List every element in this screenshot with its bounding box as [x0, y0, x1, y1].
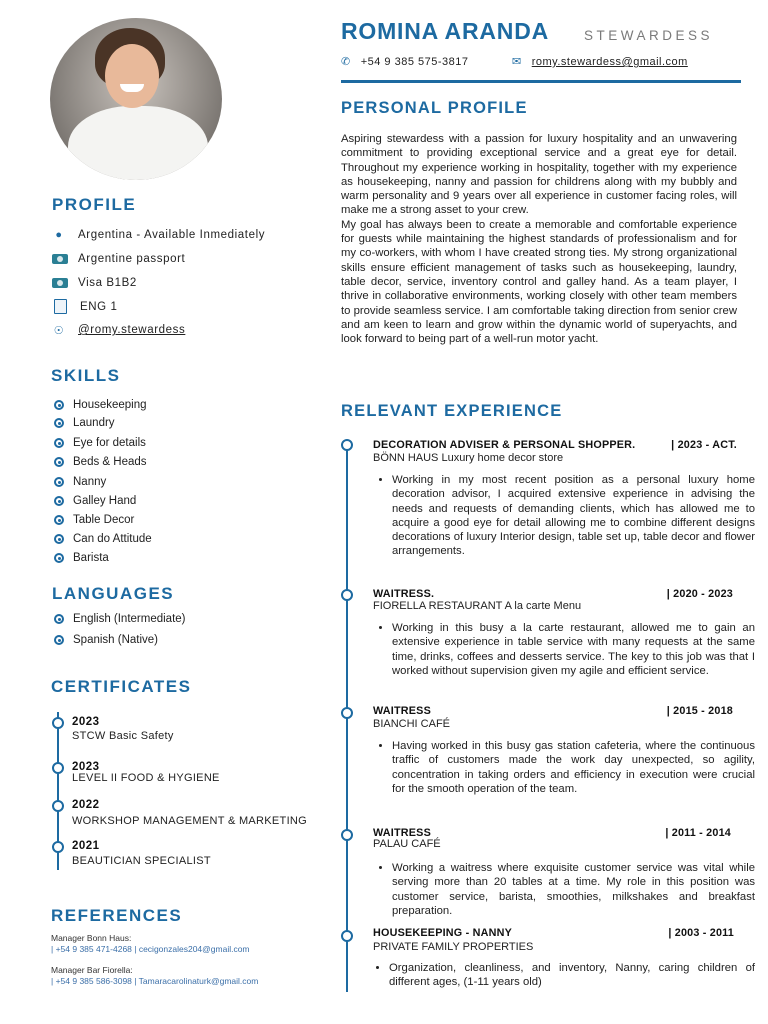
skill-item: Table Decor [54, 514, 134, 526]
skill-item: Galley Hand [54, 495, 136, 507]
bullet-icon [54, 418, 64, 428]
bullet-icon [54, 400, 64, 410]
job-description: • Having worked in this busy gas station cafeteria, where the continuous traffic of customers made the work day unexpected, so agility, concentration in taking orders and efficiency in execution were crucial for the smooth operation of the team. [374, 739, 755, 796]
reference-name: Manager Bar Fiorella: [51, 965, 133, 975]
reference-name: Manager Bonn Haus: [51, 933, 132, 943]
certificate-year: 2021 [72, 840, 100, 852]
job-company: PALAU CAFÉ [373, 838, 441, 850]
job-description: • Organization, cleanliness, and inventory, Nanny, caring children of different ages, (1-11 years old) [371, 961, 755, 990]
skill-item: Nanny [54, 476, 106, 488]
job-title: WAITRESS [373, 705, 431, 717]
bullet-icon [54, 515, 64, 525]
job-period: | 2011 - 2014 [665, 827, 731, 839]
timeline-dot-icon [341, 589, 353, 601]
visa-icon [52, 278, 68, 288]
timeline-dot-icon [52, 717, 64, 729]
skill-item: Housekeeping [54, 399, 147, 411]
phone-icon: ✆ [341, 56, 351, 68]
experience-heading: RELEVANT EXPERIENCE [341, 402, 563, 420]
photo-shirt [68, 106, 208, 180]
timeline-dot-icon [341, 707, 353, 719]
mail-icon: ✉ [512, 56, 522, 68]
bullet-icon [54, 534, 64, 544]
timeline-dot-icon [52, 800, 64, 812]
job-description: • Working in this busy a la carte restaurant, allowed me to gain an extensive experience in table service with many requests at the same time, drinks, coffees and desserts service. The key to this job was that I worked without supervision given my agile and efficient service. [374, 621, 755, 678]
certificate-title: STCW Basic Safety [72, 730, 174, 742]
job-title-row [373, 705, 733, 717]
email-address[interactable]: romy.stewardess@gmail.com [531, 56, 688, 68]
candidate-role: STEWARDESS [584, 28, 714, 43]
phone-number: +54 9 385 575-3817 [360, 56, 469, 68]
certificate-title: LEVEL II FOOD & HYGIENE [72, 772, 220, 784]
certificate-year: 2023 [72, 716, 100, 728]
skill-item: Barista [54, 552, 109, 564]
bullet-icon [54, 457, 64, 467]
bullet-icon [54, 496, 64, 506]
job-title: WAITRESS. [373, 588, 435, 600]
skill-item: Laundry [54, 417, 115, 429]
profile-item-location: ● Argentina - Available Inmediately [52, 229, 265, 241]
references-heading: REFERENCES [51, 906, 183, 925]
skill-item: Eye for details [54, 437, 146, 449]
reference-contact[interactable]: | +54 9 385 471-4268 | cecigonzales204@gmail.com [51, 944, 250, 954]
timeline-dot-icon [52, 841, 64, 853]
job-period: | 2003 - 2011 [668, 927, 734, 939]
certificate-title: BEAUTICIAN SPECIALIST [72, 855, 211, 867]
timeline-dot-icon [341, 930, 353, 942]
timeline-dot-icon [341, 829, 353, 841]
header-divider [341, 80, 741, 83]
bullet-icon [54, 438, 64, 448]
personal-profile-paragraph: My goal has always been to create a memorable and comfortable experience for guests while maintaining the highest standards of professionalism and for my co-workers, with whom I have created strong ties. My strong organizational skills ensure efficient management of tasks such as housekeeping, laundry, table decor, service, inventory control and galley hand. As a team player, I thrive in collaborative environments, working closely with other team members to provide seamless service. I am comfortable taking direction from senior crew and am keen to learn and grow within the dynamic world of superyachts, and look forward to being part of a well-run motor yacht. [341, 218, 737, 346]
phone-contact[interactable] [341, 55, 469, 68]
certificate-year: 2022 [72, 799, 100, 811]
job-title-row [373, 927, 734, 939]
job-title-row [373, 588, 733, 600]
job-company: BIANCHI CAFÉ [373, 718, 451, 730]
reference-contact[interactable]: | +54 9 385 586-3098 | Tamaracarolinaturk@gmail.com [51, 976, 259, 986]
bullet-icon [54, 477, 64, 487]
photo-face [105, 44, 159, 108]
job-company: FIORELLA RESTAURANT A la carte Menu [373, 600, 582, 612]
skill-item: Beds & Heads [54, 456, 147, 468]
job-period: | 2023 - ACT. [671, 439, 737, 451]
job-title: HOUSEKEEPING - NANNY [373, 927, 512, 939]
certificate-year: 2023 [72, 761, 100, 773]
personal-profile-paragraph: Aspiring stewardess with a passion for luxury hospitality and an unwavering commitment to providing exceptional service and a great eye for detail. Throughout my experience working in hospitality, together with my experience as housekeeping, nanny and passion for childrens along with my bubbly and warm personality and 9 years over all experience in customer facing roles, will make me a strong asset to your crew. [341, 133, 737, 217]
language-item: English (Intermediate) [54, 613, 186, 625]
personal-profile-heading: PERSONAL PROFILE [341, 99, 528, 117]
personal-profile-text [341, 132, 737, 346]
skill-item: Can do Attitude [54, 533, 152, 545]
job-title: WAITRESS [373, 827, 431, 839]
job-company: BÖNN HAUS Luxury home decor store [373, 452, 564, 464]
job-description: • Working in my most recent position as a personal luxury home decoration advisor, I acquired extensive experience in advising the needs and requests of demanding clients, which has allowed me to acquire a good eye for detail allowing me to combine different designs decorations of luxury Interior design, table set up, table decor and flower arrangements. [374, 473, 755, 559]
bullet-icon [54, 614, 64, 624]
languages-heading: LANGUAGES [52, 584, 175, 603]
timeline-dot-icon [341, 439, 353, 451]
email-contact[interactable] [512, 55, 688, 68]
passport-icon [52, 254, 68, 264]
certificates-heading: CERTIFICATES [51, 677, 192, 696]
profile-item-passport: Argentine passport [52, 253, 185, 265]
bullet-icon [54, 553, 64, 563]
location-pin-icon: ● [55, 229, 63, 241]
job-description: • Working a waitress where exquisite customer service was vital while serving more than 20 tables at a time. My role in this position was customer service, barista, smoothies, milkshakes and breakfast preparation. [374, 861, 755, 918]
language-item: Spanish (Native) [54, 634, 158, 646]
profile-photo [50, 18, 222, 180]
skills-heading: SKILLS [51, 366, 121, 385]
profile-item-eng1: ENG 1 [52, 299, 118, 314]
globe-icon: ☉ [53, 325, 65, 337]
candidate-name: ROMINA ARANDA [341, 18, 550, 44]
job-company: PRIVATE FAMILY PROPERTIES [373, 941, 534, 953]
profile-heading: PROFILE [52, 195, 137, 214]
job-title-row [373, 439, 737, 451]
job-title: DECORATION ADVISER & PERSONAL SHOPPER. [373, 439, 636, 451]
job-period: | 2020 - 2023 [666, 588, 733, 600]
bullet-icon [54, 635, 64, 645]
profile-item-instagram[interactable]: ☉ @romy.stewardess [53, 324, 186, 337]
timeline-dot-icon [52, 762, 64, 774]
document-icon [54, 299, 67, 314]
profile-item-visa: Visa B1B2 [52, 277, 137, 289]
job-period: | 2015 - 2018 [666, 705, 733, 717]
certificate-title: WORKSHOP MANAGEMENT & MARKETING [72, 815, 308, 827]
